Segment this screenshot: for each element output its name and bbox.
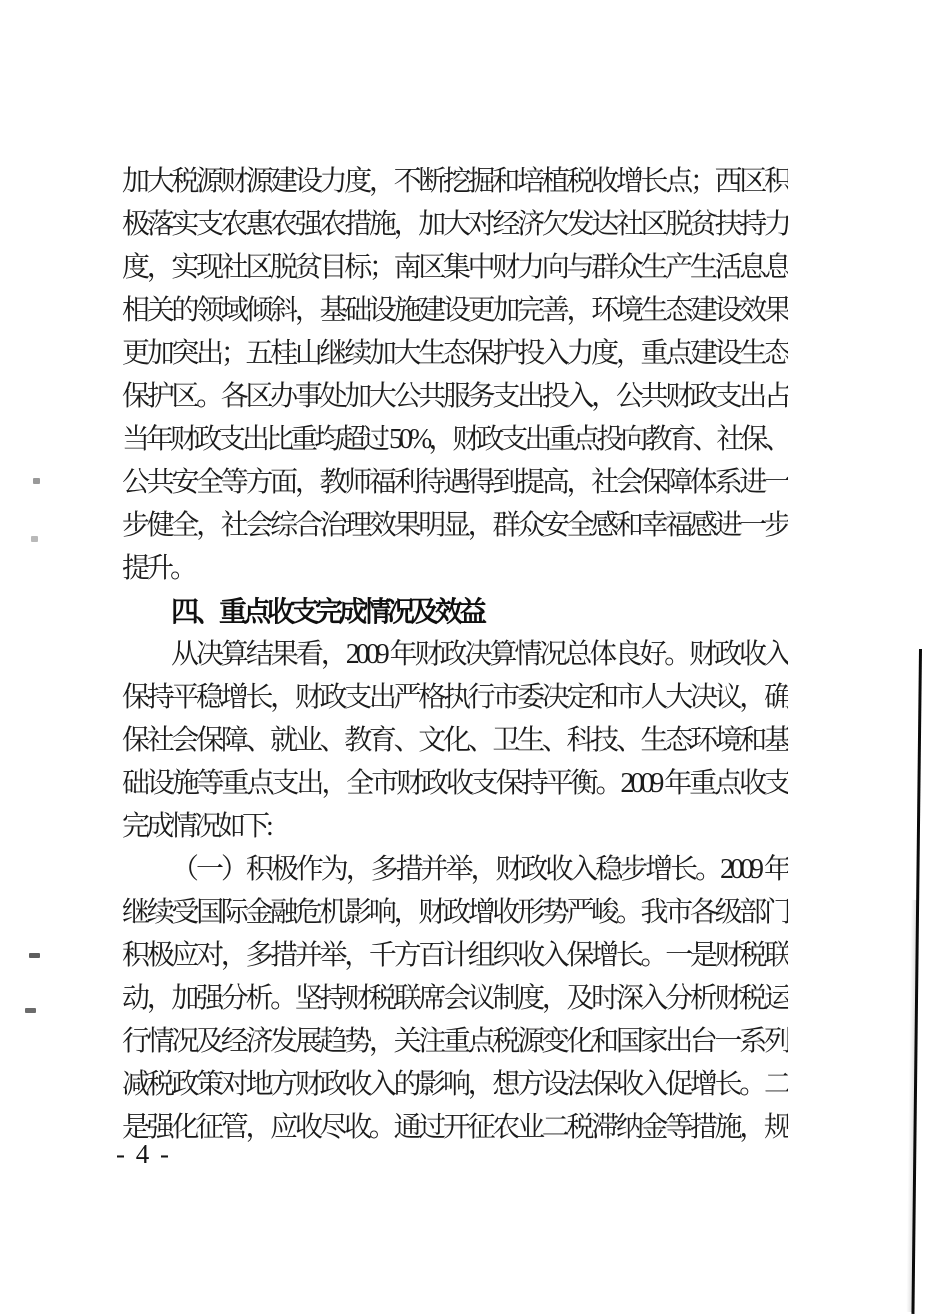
text-line: 极落实支农惠农强农措施，加大对经济欠发达社区脱贫扶持力 — [122, 209, 788, 240]
text-line: 提升。 — [122, 553, 195, 584]
text-line: （一）积极作为，多措并举，财政收入稳步增长。2009 年 — [171, 854, 788, 885]
text-line: 础设施等重点支出，全市财政收支保持平衡。2009 年重点收支 — [122, 768, 788, 799]
text-line: 减税政策对地方财政收入的影响，想方设法保收入促增长。二 — [122, 1069, 788, 1100]
text-line: 加大税源财源建设力度，不断挖掘和培植税收增长点；西区积 — [122, 166, 788, 197]
text-line: 当年财政支出比重均超过 50%，财政支出重点投向教育、社保、 — [122, 424, 788, 455]
text-line: 相关的领域倾斜，基础设施建设更加完善，环境生态建设效果 — [122, 295, 788, 326]
text-line: 步健全，社会综合治理效果明显，群众安全感和幸福感进一步 — [122, 510, 788, 541]
scan-speck — [29, 953, 40, 958]
text-line: 积极应对，多措并举，千方百计组织收入保增长。一是财税联 — [122, 940, 788, 971]
scan-speck — [25, 1008, 36, 1013]
text-line: 度，实现社区脱贫目标；南区集中财力向与群众生产生活息息 — [122, 252, 788, 283]
scan-speck — [31, 536, 38, 542]
section-heading: 四、重点收支完成情况及效益 — [171, 596, 484, 627]
text-line: 动，加强分析。坚持财税联席会议制度，及时深入分析财税运 — [122, 983, 788, 1014]
text-line: 是强化征管，应收尽收。通过开征农业二税滞纳金等措施，规 — [122, 1112, 788, 1143]
text-line: 继续受国际金融危机影响，财政增收形势严峻。我市各级部门 — [122, 897, 788, 928]
text-line: 行情况及经济发展趋势，关注重点税源变化和国家出台一系列 — [122, 1026, 788, 1057]
text-line: 公共安全等方面，教师福利待遇得到提高，社会保障体系进一 — [122, 467, 788, 498]
text-line: 保社会保障、就业、教育、文化、卫生、科技、生态环境和基 — [122, 725, 788, 756]
document-body — [122, 160, 788, 1149]
scan-speck — [33, 478, 40, 484]
text-line: 完成情况如下: — [122, 811, 270, 842]
text-line: 从决算结果看，2009 年财政决算情况总体良好。财政收入 — [171, 639, 788, 670]
text-line: 保持平稳增长，财政支出严格执行市委决定和市人大决议，确 — [122, 682, 788, 713]
text-line: 保护区。各区办事处加大公共服务支出投入，公共财政支出占 — [122, 381, 788, 412]
text-line: 更加突出；五桂山继续加大生态保护投入力度，重点建设生态 — [122, 338, 788, 369]
page-number: - 4 - — [116, 1139, 171, 1169]
